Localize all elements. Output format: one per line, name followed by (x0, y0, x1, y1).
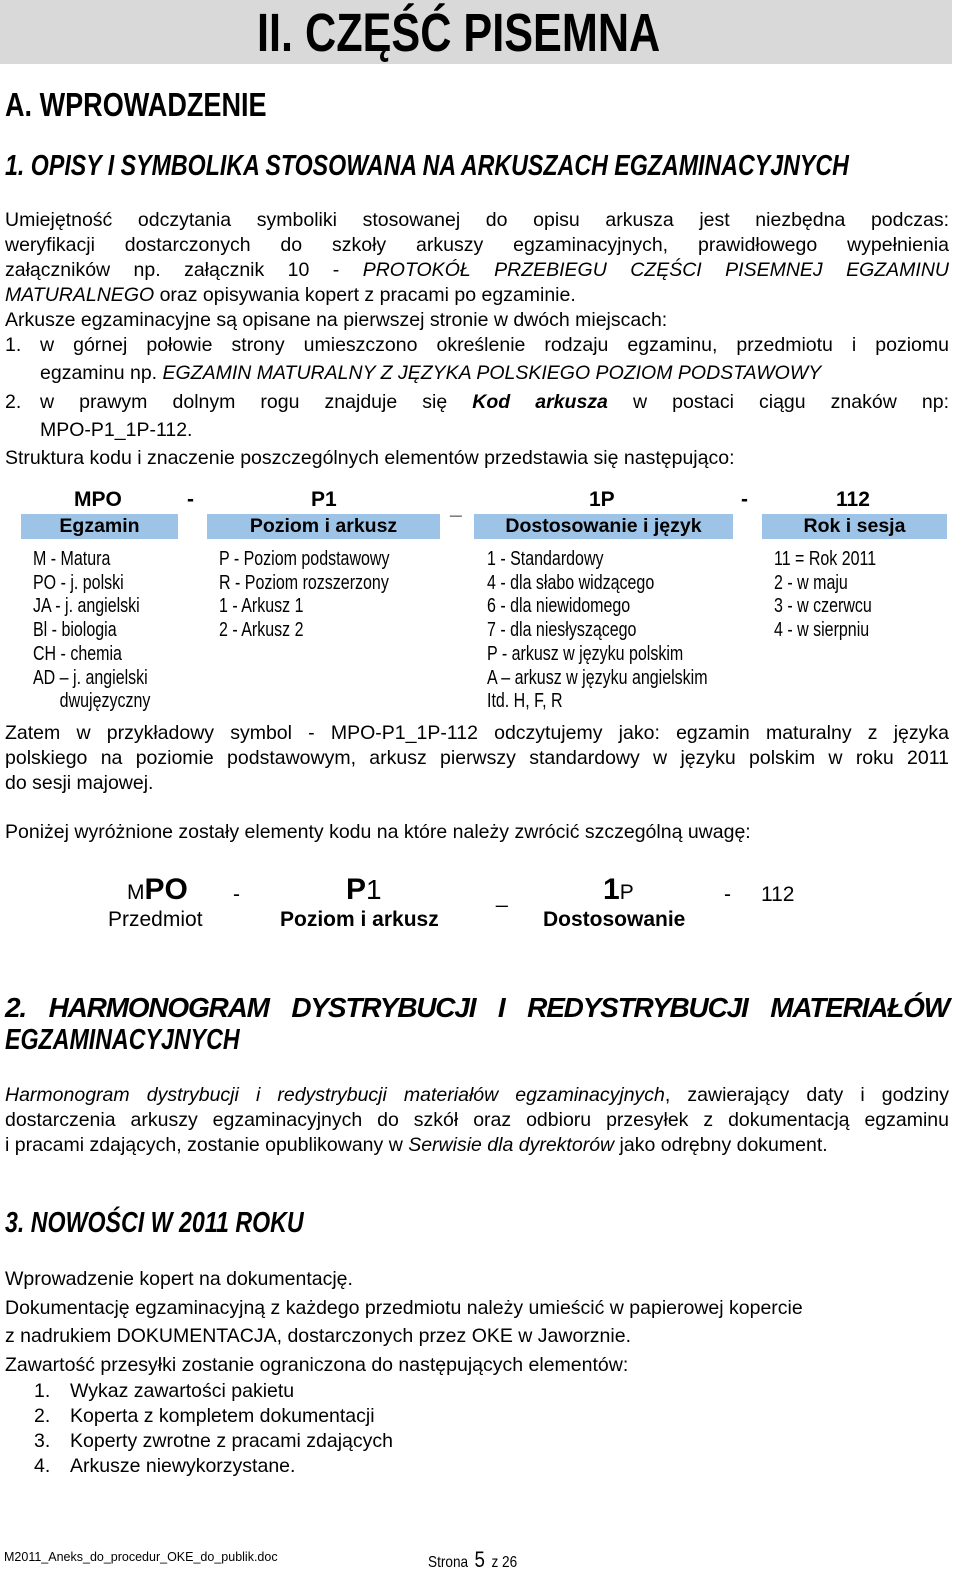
item-1-line-2 (40, 361, 949, 386)
para2-line-1 (5, 1083, 949, 1108)
contents-list (34, 1379, 393, 1479)
item-1-line-1: w górnej połowie strony umieszczono określenie rodzaju egzaminu, przedmiotu i poziomu (40, 334, 949, 356)
intro-line-2: weryfikacji dostarczonych do szkoły arkuszy egzaminacyjnych, prawidłowego wypełnienia (5, 234, 949, 256)
intro-line-5: Arkusze egzaminacyjne są opisane na pierwszej stronie w dwóch miejscach: (5, 309, 668, 331)
intro-line-4 (5, 283, 949, 308)
intro-line-3 (5, 258, 949, 283)
code-col1-row: JA - j. angielski (33, 595, 140, 618)
highlight-label-dostosowanie: Dostosowanie (543, 908, 686, 931)
list-item-text: Koperty zwrotne z pracami zdających (70, 1430, 393, 1452)
list-item (34, 1429, 393, 1454)
list-item-text: Koperta z kompletem dokumentacji (70, 1405, 375, 1427)
heading-2 (5, 992, 949, 1057)
highlight-label-poziom: Poziom i arkusz (280, 908, 439, 931)
code-col4-row: 3 - w czerwcu (774, 595, 872, 618)
kod-arkusza-bold: Kod arkusza (472, 391, 608, 413)
heading-2-line-2: EGZAMINACYJNYCH (5, 1024, 240, 1056)
highlight-1: 1 (366, 874, 382, 905)
code-part-p1: P1 (311, 488, 337, 511)
list-item-text: Arkusze niewykorzystane. (70, 1455, 296, 1477)
intro-maturalnego-italic: MATURALNEGO (5, 284, 155, 306)
footer-page-number: 5 (474, 1547, 485, 1572)
highlight-p-sm: P (619, 881, 634, 904)
footer-filename: M2011_Aneks_do_procedur_OKE_do_publik.doc (4, 1550, 278, 1564)
code-col3-row: 4 - dla słabo widzącego (487, 571, 655, 594)
list-item-number: 3. (34, 1430, 51, 1452)
code-col3-row: P - arkusz w języku polskim (487, 642, 684, 665)
nowosci-paragraph (5, 1265, 949, 1380)
highlight-1p (603, 873, 634, 907)
code-col3-row: 6 - dla niewidomego (487, 595, 631, 618)
harmonogram-paragraph (5, 1083, 949, 1158)
example-paragraph (5, 721, 949, 796)
para2-line-2: dostarczenia arkuszy egzaminacyjnych do szkół oraz odbioru przesyłek z dokumentacją egzaminu (5, 1109, 949, 1131)
list-item (34, 1379, 393, 1404)
code-col4-row: 4 - w sierpniu (774, 619, 870, 642)
intro-protocol-italic: PROTOKÓŁ PRZEBIEGU CZĘŚCI PISEMNEJ EGZAMINU (362, 259, 949, 281)
item-1-line-2-text: egzaminu np. (40, 362, 163, 384)
highlight-intro: Poniżej wyróżnione zostały elementy kodu na które należy zwrócić szczególną uwagę: (5, 821, 751, 843)
item-2-line-1-tail: w postaci ciągu znaków np: (607, 391, 949, 413)
code-part-112: 112 (836, 488, 870, 511)
highlight-1b: 1 (603, 873, 620, 906)
para3-line-2: Dokumentację egzaminacyjną z każdego przedmiotu należy umieścić w papierowej kopercie (5, 1296, 803, 1319)
code-col2-row: R - Poziom rozszerzony (219, 571, 389, 594)
highlight-mpo (127, 873, 188, 907)
intro-line-3-text: załączników np. załącznik 10 - (5, 259, 363, 281)
code-col2-row: P - Poziom podstawowy (219, 548, 390, 570)
structure-intro: Struktura kodu i znaczenie poszczególnych elementów przedstawia się następująco: (5, 447, 735, 469)
code-column-egzamin (33, 548, 150, 714)
heading-2-line-1: 2. HARMONOGRAM DYSTRYBUCJI I REDYSTRYBUCJI MATERIAŁÓW (5, 992, 949, 1023)
para3-line-1: Wprowadzenie kopert na dokumentację. (5, 1268, 353, 1290)
highlight-p1 (346, 873, 382, 907)
list-item (34, 1404, 393, 1429)
item-2-line-1 (40, 390, 949, 415)
para2-harmonogram-italic: Harmonogram dystrybucji i redystrybucji materiałów egzaminacyjnych (5, 1084, 665, 1106)
code-col1-row: PO - j. polski (33, 571, 124, 594)
part-title: II. CZĘŚĆ PISEMNA (257, 3, 661, 63)
footer-page (428, 1547, 517, 1573)
highlight-po: PO (144, 873, 188, 906)
list-item (34, 1454, 393, 1479)
code-column-dostosowanie (487, 548, 708, 714)
list-item-number: 2. (34, 1405, 51, 1427)
heading-3: 3. NOWOŚCI W 2011 ROKU (5, 1207, 304, 1239)
item-2 (40, 390, 949, 443)
code-col3-row: Itd. H, F, R (487, 690, 563, 713)
highlight-label-przedmiot: Przedmiot (108, 908, 203, 931)
code-col1-row: Bl - biologia (33, 619, 117, 642)
para2-line-3-tail: jako odrębny dokument. (614, 1134, 828, 1156)
code-part-mpo: MPO (74, 488, 122, 511)
item-1 (40, 333, 949, 386)
code-part-underscore: _ (450, 496, 462, 519)
code-col3-row: 7 - dla niesłyszącego (487, 619, 637, 642)
intro-line-1: Umiejętność odczytania symboliki stosowanej do opisu arkusza jest niezbędna podczas: (5, 209, 949, 231)
para3-line-4: Zawartość przesyłki zostanie ograniczona do następujących elementów: (5, 1354, 629, 1377)
section-a-title: A. WPROWADZENIE (5, 86, 267, 123)
footer-page-label: Strona (428, 1554, 469, 1571)
highlight-dash-1: - (233, 883, 240, 906)
footer-page-total: z 26 (491, 1554, 518, 1571)
para2-line-1-text: , zawierający daty i godziny (664, 1084, 949, 1106)
item-2-line-1-text: w prawym dolnym rogu znajduje się (40, 391, 473, 413)
code-column-poziom (219, 548, 389, 643)
code-part-dash-1: - (187, 488, 194, 511)
code-header-egzamin: Egzamin (21, 514, 178, 539)
code-col3-row: 1 - Standardowy (487, 548, 604, 570)
list-item-number: 4. (34, 1455, 51, 1477)
list-item-number: 1. (34, 1380, 51, 1402)
highlight-underscore: _ (496, 885, 508, 908)
highlight-year: 112 (761, 883, 795, 906)
para2-line-3-text: i pracami zdających, zostanie opublikowany w (5, 1134, 409, 1156)
code-part-dash-2: - (741, 488, 748, 511)
para2-line-3 (5, 1133, 949, 1158)
code-header-dostosowanie: Dostosowanie i język (474, 514, 733, 539)
intro-paragraph (5, 208, 949, 333)
code-col3-row: A – arkusz w języku angielskim (487, 666, 708, 689)
highlight-dash-2: - (724, 883, 731, 906)
example-line-2: polskiego na poziomie podstawowym, arkusz pierwszy standardowy w języku polskim w roku 2011 (5, 747, 949, 769)
item-1-example-italic: EGZAMIN MATURALNY Z JĘZYKA POLSKIEGO POZIOM PODSTAWOWY (162, 362, 822, 384)
example-line-1: Zatem w przykładowy symbol - MPO-P1_1P-112 odczytujemy jako: egzamin maturalny z języka (5, 722, 949, 744)
code-header-poziom: Poziom i arkusz (207, 514, 440, 539)
intro-line-4-text: oraz opisywania kopert z pracami po egzaminie. (154, 284, 576, 306)
code-col2-row: 1 - Arkusz 1 (219, 595, 304, 618)
heading-1: 1. OPISY I SYMBOLIKA STOSOWANA NA ARKUSZACH EGZAMINACYJNYCH (5, 150, 849, 182)
item-2-number: 2. (5, 391, 22, 413)
code-part-1p: 1P (589, 488, 615, 511)
code-column-rok (774, 548, 876, 643)
example-line-3: do sesji majowej. (5, 772, 154, 794)
para2-serwis-italic: Serwisie dla dyrektorów (408, 1134, 615, 1156)
code-col2-row: 2 - Arkusz 2 (219, 619, 304, 642)
code-col1-row: CH - chemia (33, 642, 122, 665)
item-1-number: 1. (5, 334, 22, 356)
code-col1-row: dwujęzyczny (33, 690, 151, 713)
code-col4-row: 2 - w maju (774, 571, 848, 594)
code-col1-row: M - Matura (33, 548, 111, 570)
para3-line-3: z nadrukiem DOKUMENTACJA, dostarczonych przez OKE w Jaworznie. (5, 1325, 631, 1348)
highlight-m: M (127, 881, 145, 904)
item-2-line-2: MPO-P1_1P-112. (40, 419, 193, 441)
code-col4-row: 11 = Rok 2011 (774, 548, 877, 570)
code-header-rok: Rok i sesja (762, 514, 947, 539)
highlight-p: P (346, 873, 367, 906)
code-col1-row: AD – j. angielski (33, 666, 148, 689)
list-item-text: Wykaz zawartości pakietu (70, 1380, 295, 1402)
